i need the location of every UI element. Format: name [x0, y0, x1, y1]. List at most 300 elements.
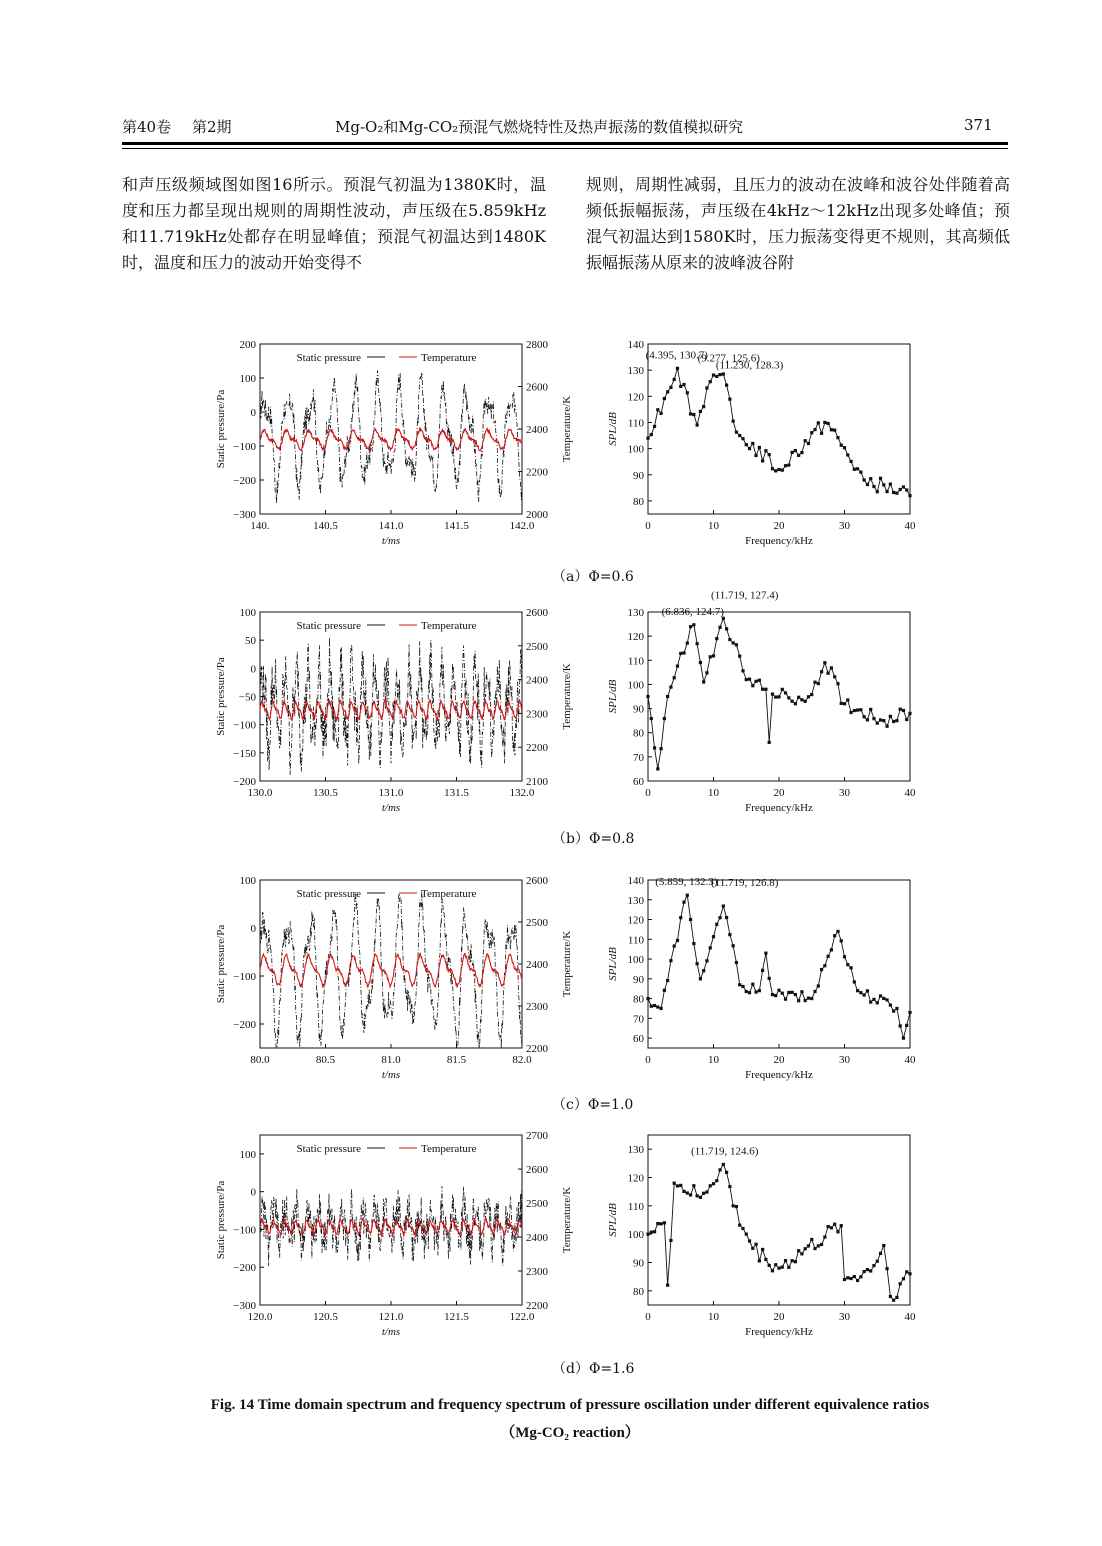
a-freq-spl-point — [817, 421, 820, 424]
b-time-ytick-label: −150 — [233, 747, 256, 760]
c-time-y2tick-label: 2400 — [526, 959, 548, 971]
b-time-xtick-label: 130.5 — [313, 787, 338, 799]
b-freq-spl-point — [748, 678, 751, 681]
a-freq-spl-point — [650, 433, 653, 436]
b-freq-spl-point — [689, 625, 692, 628]
d-freq-xtick-label: 20 — [773, 1311, 785, 1323]
d-freq-xtick-label: 0 — [645, 1311, 651, 1323]
d-time-ytick-label: −200 — [233, 1262, 256, 1275]
c-freq-spl-point — [754, 990, 757, 993]
a-time-xtick-label: 140.5 — [313, 520, 338, 532]
a-time-ylabel: Static pressure/Pa — [215, 389, 227, 469]
d-time-xtick-label: 121.5 — [444, 1311, 469, 1323]
a-freq-ytick-label: 100 — [627, 443, 644, 456]
a-freq-spl-point — [905, 488, 908, 491]
c-time-ytick-label: 100 — [239, 875, 256, 887]
c-freq-spl-point — [653, 1004, 656, 1007]
c-freq-spl-point — [827, 955, 830, 958]
d-freq-spl-point — [699, 1196, 702, 1199]
d-freq-spl-point — [774, 1263, 777, 1266]
b-freq-spl-point — [715, 637, 718, 640]
c-freq-spl-point — [895, 1007, 898, 1010]
c-freq-spl-point — [771, 993, 774, 996]
a-freq-spl-point — [660, 412, 663, 415]
a-freq-spl-point — [836, 436, 839, 439]
d-freq-spl-point — [820, 1243, 823, 1246]
c-time-ytick-label: −200 — [233, 1019, 256, 1031]
a-time-legend-pressure: Static pressure — [296, 352, 361, 364]
c-time-y2label: Temperature/K — [561, 930, 573, 998]
b-freq-ylabel: SPL/dB — [607, 679, 619, 714]
b-freq-spl-point — [849, 711, 852, 714]
a-freq-spl-point — [761, 459, 764, 462]
d-time-y2tick-label: 2600 — [526, 1164, 548, 1176]
d-freq-spl-point — [709, 1184, 712, 1187]
d-freq-ytick-label: 110 — [627, 1200, 644, 1213]
a-time-ytick-label: −300 — [233, 509, 256, 521]
d-freq-spl-point — [810, 1238, 813, 1241]
d-time-frame — [260, 1135, 522, 1305]
a-freq-annotation: (11.230, 128.3) — [715, 359, 784, 372]
d-freq-ytick-label: 120 — [627, 1172, 644, 1185]
a-freq-spl-point — [656, 408, 659, 411]
b-freq-spl-point — [863, 715, 866, 718]
d-freq-spl-point — [804, 1247, 807, 1250]
c-freq-spl-point — [899, 1024, 902, 1027]
b-freq-spl-point — [784, 691, 787, 694]
c-freq-spl-point — [817, 984, 820, 987]
a-time-frame — [260, 344, 522, 514]
d-freq-spl-point — [758, 1259, 761, 1262]
b-freq-spl-point — [725, 627, 728, 630]
c-time-y2tick-label: 2300 — [526, 1001, 548, 1013]
subcaption-a: （a）Φ=0.6 — [552, 569, 634, 585]
c-freq-spl-point — [718, 916, 721, 919]
c-freq-spl-point — [820, 968, 823, 971]
c-freq-spl-point — [702, 969, 705, 972]
c-freq-spl-point — [712, 935, 715, 938]
d-freq-xtick-label: 40 — [904, 1311, 916, 1323]
b-freq-spl-point — [908, 712, 911, 715]
b-freq-spl-point — [827, 672, 830, 675]
d-time-xtick-label: 121.0 — [378, 1311, 404, 1323]
c-freq-spl-point — [787, 991, 790, 994]
a-freq-spl-point — [843, 446, 846, 449]
c-freq-xtick-label: 40 — [904, 1054, 916, 1066]
c-freq-spl-point — [863, 993, 866, 996]
b-time-y2tick-label: 2500 — [526, 640, 548, 653]
c-freq-spl-point — [728, 933, 731, 936]
c-freq-frame — [648, 880, 910, 1048]
a-freq-spl-point — [800, 451, 803, 454]
d-freq-spl-point — [650, 1231, 653, 1234]
c-freq-spl-point — [768, 977, 771, 980]
c-freq-spl-point — [781, 992, 784, 995]
b-freq-spl-point — [705, 671, 708, 674]
d-freq-spl-point — [715, 1179, 718, 1182]
c-freq-spl-point — [673, 944, 676, 947]
b-freq-spl-point — [807, 695, 810, 698]
b-time-legend-temp: Temperature — [421, 620, 477, 632]
b-freq-spl-point — [728, 638, 731, 641]
d-time-ytick-label: −100 — [233, 1224, 256, 1237]
header-title: Mg-O₂和Mg-CO₂预混气燃烧特性及热声振荡的数值模拟研究 — [335, 118, 744, 136]
c-freq-ytick-label: 80 — [633, 993, 644, 1006]
d-freq-spl-point — [656, 1222, 659, 1225]
a-freq-spl-point — [885, 490, 888, 493]
c-freq-spl-point — [804, 999, 807, 1002]
d-freq-spl-point — [702, 1192, 705, 1195]
c-freq-spl-point — [656, 1005, 659, 1008]
a-freq-spl-point — [709, 380, 712, 383]
header-page: 371 — [964, 116, 993, 134]
b-freq-spl-point — [853, 709, 856, 712]
b-freq-spl-point — [758, 679, 761, 682]
b-freq-spl-point — [692, 623, 695, 626]
a-freq-spl-point — [804, 439, 807, 442]
a-freq-spl-point — [784, 464, 787, 467]
d-freq-xlabel: Frequency/kHz — [745, 1326, 813, 1338]
d-freq-spl-point — [653, 1230, 656, 1233]
b-freq-annotation: (6.836, 124.7) — [661, 605, 724, 618]
d-freq-spl-point — [745, 1232, 748, 1235]
a-freq-spl-point — [876, 490, 879, 493]
a-freq-spl-point — [866, 483, 869, 486]
a-freq-spl-line — [648, 368, 910, 495]
c-freq-xlabel: Frequency/kHz — [745, 1069, 813, 1081]
c-freq-spl-point — [853, 980, 856, 983]
a-freq-spl-point — [725, 383, 728, 386]
c-freq-spl-point — [646, 997, 649, 1000]
c-freq-spl-point — [745, 990, 748, 993]
d-freq-spl-point — [735, 1205, 738, 1208]
d-freq-spl-point — [728, 1185, 731, 1188]
c-freq-spl-point — [663, 989, 666, 992]
a-freq-spl-point — [889, 483, 892, 486]
c-freq-spl-point — [715, 923, 718, 926]
b-time-legend-pressure: Static pressure — [296, 620, 361, 632]
c-freq-spl-point — [846, 963, 849, 966]
d-freq-spl-point — [856, 1279, 859, 1282]
d-freq-spl-point — [846, 1276, 849, 1279]
d-freq-spl-point — [761, 1248, 764, 1251]
b-time-y2tick-label: 2200 — [526, 742, 548, 755]
d-freq-annotation: (11.719, 124.6) — [691, 1145, 759, 1158]
a-time-ytick-label: 0 — [250, 407, 256, 419]
a-freq-ylabel: SPL/dB — [607, 412, 619, 446]
d-freq-spl-point — [777, 1267, 780, 1270]
b-freq-spl-line — [648, 618, 910, 769]
d-freq-spl-point — [843, 1278, 846, 1281]
d-freq-spl-point — [722, 1163, 725, 1166]
c-freq-spl-point — [686, 894, 689, 897]
b-freq-spl-point — [751, 684, 754, 687]
body-left-text: 和声压级频域图如图16所示。预混气初温为1380K时，温度和压力都呈现出规则的周期性波动，声压级在5.859kHz和11.719kHz处都存在明显峰值；预混气初温达到1480K时，温度和压力的波动开始变得不 — [122, 175, 546, 272]
c-freq-spl-point — [908, 1011, 911, 1014]
b-freq-xtick-label: 20 — [773, 787, 785, 799]
b-freq-spl-point — [777, 695, 780, 698]
d-freq-spl-point — [840, 1224, 843, 1227]
c-freq-spl-point — [650, 1005, 653, 1008]
c-time-ytick-label: −100 — [233, 971, 256, 983]
c-freq-spl-point — [741, 985, 744, 988]
b-time-y2label: Temperature/K — [561, 663, 573, 730]
b-freq-spl-point — [666, 695, 669, 698]
c-freq-spl-point — [843, 955, 846, 958]
b-freq-xtick-label: 0 — [645, 787, 651, 799]
d-time-ytick-label: 100 — [239, 1148, 256, 1161]
d-freq-spl-point — [663, 1221, 666, 1224]
d-freq-spl-point — [784, 1259, 787, 1262]
b-freq-spl-point — [771, 692, 774, 695]
a-freq-spl-point — [715, 375, 718, 378]
b-freq-spl-point — [732, 641, 735, 644]
a-freq-spl-point — [882, 483, 885, 486]
d-freq-spl-point — [866, 1268, 869, 1271]
a-freq-ytick-label: 130 — [627, 365, 644, 378]
a-freq-spl-point — [833, 429, 836, 432]
c-time-pressure-line — [260, 890, 522, 1048]
b-freq-ytick-label: 70 — [633, 751, 644, 764]
d-freq-spl-point — [813, 1247, 816, 1250]
c-freq-spl-point — [705, 959, 708, 962]
a-freq-spl-point — [902, 485, 905, 488]
a-freq-spl-point — [794, 449, 797, 452]
b-freq-spl-point — [686, 641, 689, 644]
b-freq-spl-point — [781, 688, 784, 691]
a-freq-spl-point — [696, 423, 699, 426]
b-freq-spl-point — [774, 695, 777, 698]
c-freq-spl-point — [807, 997, 810, 1000]
b-freq-spl-point — [902, 709, 905, 712]
a-freq-spl-point — [899, 488, 902, 491]
a-freq-spl-point — [745, 443, 748, 446]
c-time-xtick-label: 80.0 — [250, 1054, 270, 1066]
subcaption-b: （b）Φ=0.8 — [552, 831, 635, 847]
c-time-legend-pressure: Static pressure — [296, 888, 361, 900]
a-time-ytick-label: −200 — [233, 475, 256, 487]
a-freq-spl-point — [771, 467, 774, 470]
c-freq-spl-point — [876, 1001, 879, 1004]
a-freq-spl-point — [872, 485, 875, 488]
b-freq-spl-point — [872, 717, 875, 720]
d-freq-spl-point — [885, 1267, 888, 1270]
a-time-y2tick-label: 2200 — [526, 466, 548, 479]
d-time-legend-temp: Temperature — [421, 1143, 477, 1155]
d-freq-spl-point — [764, 1258, 767, 1261]
d-time-y2tick-label: 2300 — [526, 1266, 548, 1278]
d-freq-spl-point — [794, 1260, 797, 1263]
b-time-xtick-label: 131.0 — [378, 787, 404, 799]
a-freq-xtick-label: 20 — [773, 520, 785, 532]
c-freq-spl-point — [709, 946, 712, 949]
d-freq-spl-point — [895, 1296, 898, 1299]
b-freq-spl-point — [899, 708, 902, 711]
a-freq-spl-point — [764, 449, 767, 452]
d-freq-spl-point — [869, 1269, 872, 1272]
b-time-ytick-label: −100 — [233, 719, 256, 732]
d-freq-spl-point — [768, 1264, 771, 1267]
d-freq-spl-point — [705, 1190, 708, 1193]
b-freq-spl-point — [653, 746, 656, 749]
subcaption-c: （c）Φ=1.0 — [552, 1097, 634, 1113]
a-freq-spl-point — [728, 398, 731, 401]
b-freq-spl-point — [718, 626, 721, 629]
c-freq-spl-point — [761, 969, 764, 972]
figure-caption-line1: Fig. 14 Time domain spectrum and frequency spectrum of pressure oscillation under different equivalence ratios — [210, 1397, 930, 1413]
b-freq-spl-point — [882, 719, 885, 722]
c-freq-spl-point — [830, 948, 833, 951]
d-freq-spl-point — [876, 1260, 879, 1263]
b-freq-ytick-label: 120 — [627, 631, 644, 644]
d-freq-spl-point — [787, 1266, 790, 1269]
c-freq-spl-point — [679, 916, 682, 919]
d-freq-spl-point — [771, 1269, 774, 1272]
b-time-xtick-label: 131.5 — [444, 787, 469, 799]
b-freq-spl-point — [840, 702, 843, 705]
a-freq-spl-point — [830, 428, 833, 431]
d-freq-spl-point — [718, 1168, 721, 1171]
a-freq-xlabel: Frequency/kHz — [745, 535, 813, 547]
b-freq-ytick-label: 100 — [627, 679, 644, 692]
b-freq-spl-point — [735, 643, 738, 646]
c-freq-spl-point — [892, 1009, 895, 1012]
b-time-ytick-label: −50 — [238, 691, 256, 704]
a-freq-spl-point — [840, 444, 843, 447]
d-freq-spl-point — [732, 1204, 735, 1207]
subcaption-d: （d）Φ=1.6 — [552, 1361, 635, 1377]
c-freq-spl-point — [748, 991, 751, 994]
c-freq-spl-point — [722, 904, 725, 907]
b-freq-spl-point — [682, 651, 685, 654]
d-freq-spl-point — [646, 1233, 649, 1236]
b-time-y2tick-label: 2300 — [526, 708, 548, 721]
c-freq-spl-point — [797, 999, 800, 1002]
c-freq-spl-point — [774, 994, 777, 997]
c-freq-spl-point — [666, 979, 669, 982]
b-freq-spl-point — [836, 682, 839, 685]
b-freq-spl-point — [817, 682, 820, 685]
c-freq-spl-point — [676, 939, 679, 942]
c-freq-spl-point — [692, 942, 695, 945]
d-time-xtick-label: 120.0 — [247, 1311, 273, 1323]
b-freq-spl-point — [787, 696, 790, 699]
c-freq-spl-point — [905, 1024, 908, 1027]
d-freq-spl-point — [830, 1226, 833, 1229]
d-time-y2tick-label: 2200 — [526, 1300, 548, 1312]
a-freq-spl-point — [892, 491, 895, 494]
c-freq-spl-point — [849, 966, 852, 969]
a-freq-spl-point — [768, 453, 771, 456]
a-time-legend-temp: Temperature — [421, 352, 477, 364]
c-time-legend-temp: Temperature — [421, 888, 477, 900]
b-freq-spl-point — [650, 717, 653, 720]
b-freq-spl-point — [879, 718, 882, 721]
a-time-ytick-label: −100 — [233, 441, 256, 453]
d-freq-spl-point — [853, 1275, 856, 1278]
c-freq-annotation: (5.859, 132.3) — [655, 876, 718, 889]
b-freq-ytick-label: 60 — [633, 776, 644, 788]
c-freq-spl-point — [735, 961, 738, 964]
c-freq-spl-point — [872, 998, 875, 1001]
a-freq-spl-point — [735, 431, 738, 434]
d-freq-spl-point — [741, 1227, 744, 1230]
b-freq-spl-point — [889, 715, 892, 718]
a-time-ytick-label: 200 — [239, 339, 256, 351]
b-freq-spl-point — [764, 688, 767, 691]
d-freq-ytick-label: 100 — [627, 1229, 644, 1242]
b-time-xtick-label: 132.0 — [509, 787, 535, 799]
c-freq-spl-point — [813, 990, 816, 993]
b-freq-spl-point — [885, 725, 888, 728]
d-freq-spl-point — [686, 1191, 689, 1194]
c-freq-spl-point — [764, 952, 767, 955]
d-time-y2tick-label: 2500 — [526, 1198, 548, 1210]
b-freq-spl-point — [673, 676, 676, 679]
b-freq-spl-point — [656, 767, 659, 770]
c-freq-spl-point — [889, 1003, 892, 1006]
b-freq-spl-point — [833, 675, 836, 678]
a-freq-spl-point — [669, 386, 672, 389]
d-time-xtick-label: 120.5 — [313, 1311, 338, 1323]
c-time-xlabel: t/ms — [381, 1069, 401, 1081]
a-freq-spl-point — [686, 391, 689, 394]
c-freq-spl-point — [696, 962, 699, 965]
b-freq-spl-point — [791, 700, 794, 703]
c-freq-spl-line — [648, 895, 910, 1038]
b-time-ytick-label: 100 — [239, 607, 256, 619]
b-time-y2tick-label: 2100 — [526, 776, 548, 788]
c-time-ytick-label: 0 — [250, 923, 256, 935]
d-freq-spl-point — [696, 1194, 699, 1197]
b-freq-spl-point — [820, 670, 823, 673]
d-freq-spl-point — [676, 1184, 679, 1187]
a-freq-spl-point — [722, 372, 725, 375]
b-freq-spl-point — [813, 681, 816, 684]
d-time-y2label: Temperature/K — [561, 1186, 573, 1254]
c-freq-spl-point — [879, 994, 882, 997]
d-freq-spl-point — [836, 1230, 839, 1233]
a-freq-ytick-label: 120 — [627, 391, 644, 404]
b-freq-spl-point — [699, 661, 702, 664]
a-time-pressure-line — [260, 371, 522, 504]
a-freq-xtick-label: 40 — [904, 520, 916, 532]
a-freq-annotation: (4.395, 130.7) — [645, 349, 708, 362]
c-freq-spl-point — [800, 990, 803, 993]
b-time-ytick-label: 50 — [245, 635, 256, 648]
b-freq-spl-point — [892, 720, 895, 723]
b-freq-xtick-label: 40 — [904, 787, 916, 799]
a-freq-spl-point — [682, 383, 685, 386]
a-time-y2tick-label: 2600 — [526, 381, 548, 394]
c-freq-spl-point — [810, 997, 813, 1000]
d-freq-spl-line — [648, 1165, 910, 1301]
d-freq-spl-point — [892, 1299, 895, 1302]
c-freq-spl-point — [791, 991, 794, 994]
c-freq-spl-point — [794, 993, 797, 996]
a-time-y2label: Temperature/K — [561, 395, 573, 463]
a-freq-spl-point — [732, 419, 735, 422]
c-freq-spl-point — [689, 918, 692, 921]
b-time-xtick-label: 130.0 — [247, 787, 273, 799]
c-time-y2tick-label: 2200 — [526, 1043, 548, 1055]
c-freq-spl-point — [751, 983, 754, 986]
b-freq-spl-point — [709, 655, 712, 658]
b-freq-spl-point — [754, 680, 757, 683]
d-freq-spl-point — [902, 1277, 905, 1280]
c-freq-ytick-label: 110 — [627, 934, 644, 947]
a-freq-spl-point — [807, 442, 810, 445]
